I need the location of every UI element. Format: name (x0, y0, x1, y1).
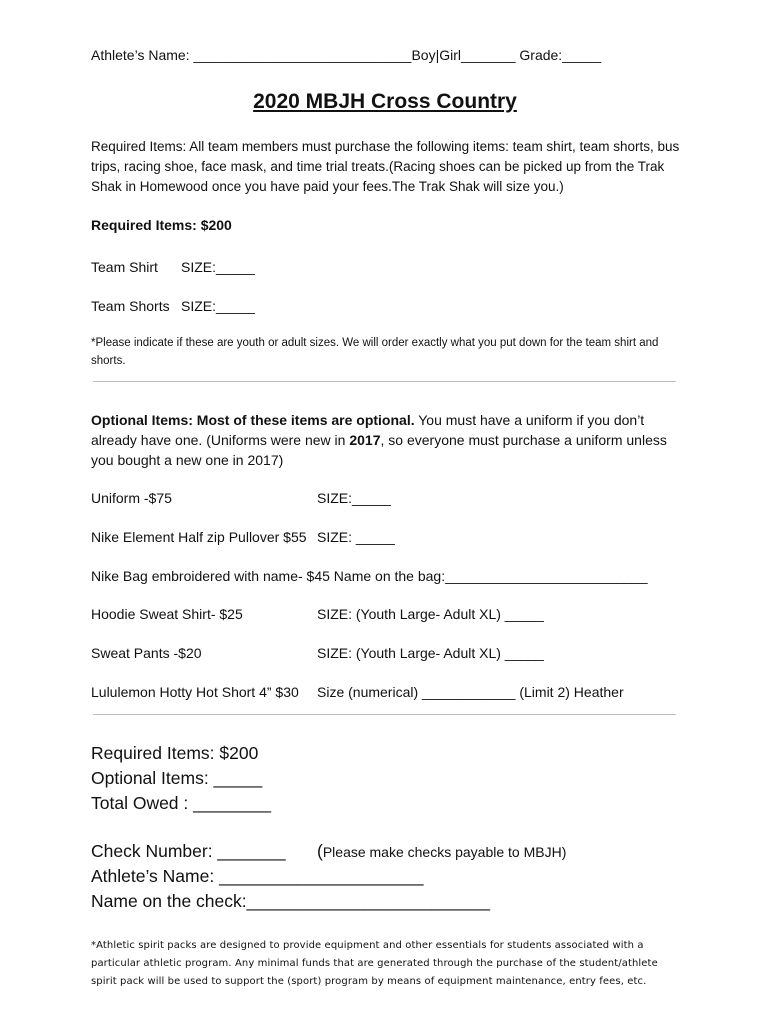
divider (93, 381, 676, 382)
team-shirt-size: SIZE:_____ (181, 259, 255, 275)
check-number-line: Check Number: _______ (91, 841, 286, 861)
check-note-text: Please make checks payable to MBJH) (322, 844, 567, 860)
size-note: *Please indicate if these are youth or adult sizes. We will order exactly what you put down for the team shirt and shorts. (91, 337, 659, 367)
optional-item-size: SIZE: (Youth Large- Adult XL) _____ (317, 606, 544, 622)
optional-item-label: Sweat Pants -$20 (91, 645, 202, 661)
optional-item-label: Uniform -$75 (91, 490, 172, 506)
spirit-pack-footnote: *Athletic spirit packs are designed to provide equipment and other essentials for students associated with a particular athletic program. Any minimal funds that are generated through the purchase of the student/athlete spirit pack will be used to support the (sport) program by means of equipment maintenance, entry fees, etc. (91, 940, 658, 987)
optional-heading-year: 2017 (349, 432, 381, 448)
required-total-line: Required Items: $200 (91, 743, 259, 763)
required-items-heading: Required Items: $200 (91, 217, 232, 233)
team-shorts-size: SIZE:_____ (181, 298, 255, 314)
optional-item-size: SIZE:_____ (317, 490, 391, 506)
optional-item-size: SIZE: (Youth Large- Adult XL) _____ (317, 645, 544, 661)
check-payable-note (317, 841, 566, 862)
athlete-name-grade-line: Athlete’s Name: ____________________________Boy|Girl_______ Grade:_____ (91, 47, 602, 63)
optional-item-label: Nike Bag embroidered with name- $45 Name on the bag:__________________________ (91, 568, 648, 584)
check-note-paren: ( (317, 841, 323, 861)
optional-item-size: SIZE: _____ (317, 529, 395, 545)
optional-items-paragraph (91, 410, 681, 470)
optional-item-label: Nike Element Half zip Pullover $55 (91, 529, 307, 545)
optional-heading-text-2: , so everyone must purchase a uniform unless you bought a new one in 2017) (91, 432, 667, 468)
total-owed-line: Total Owed : ________ (91, 793, 271, 813)
optional-item-label: Hoodie Sweat Shirt- $25 (91, 606, 243, 622)
optional-item-size: Size (numerical) ____________ (Limit 2) Heather (317, 684, 624, 700)
team-shorts-label: Team Shorts (91, 298, 170, 314)
team-shirt-label: Team Shirt (91, 259, 158, 275)
name-on-check-line: Name on the check:_________________________ (91, 891, 490, 911)
athlete-name-line: Athlete’s Name: _____________________ (91, 866, 424, 886)
intro-paragraph: Required Items: All team members must purchase the following items: team shirt, team shorts, bus trips, racing shoe, face mask, and time trial treats.(Racing shoes can be picked up from the Trak Shak in Homewood once you have paid your fees.The Trak Shak will size you.) (91, 139, 680, 194)
optional-total-line: Optional Items: _____ (91, 768, 263, 788)
optional-heading-bold: Optional Items: Most of these items are optional. (91, 412, 415, 428)
page-title: 2020 MBJH Cross Country (253, 90, 517, 113)
optional-item-label: Lululemon Hotty Hot Short 4” $30 (91, 684, 299, 700)
divider (93, 714, 676, 715)
optional-heading-text-1: You must have a uniform if you don’t already have one. (Uniforms were new in (91, 412, 645, 448)
